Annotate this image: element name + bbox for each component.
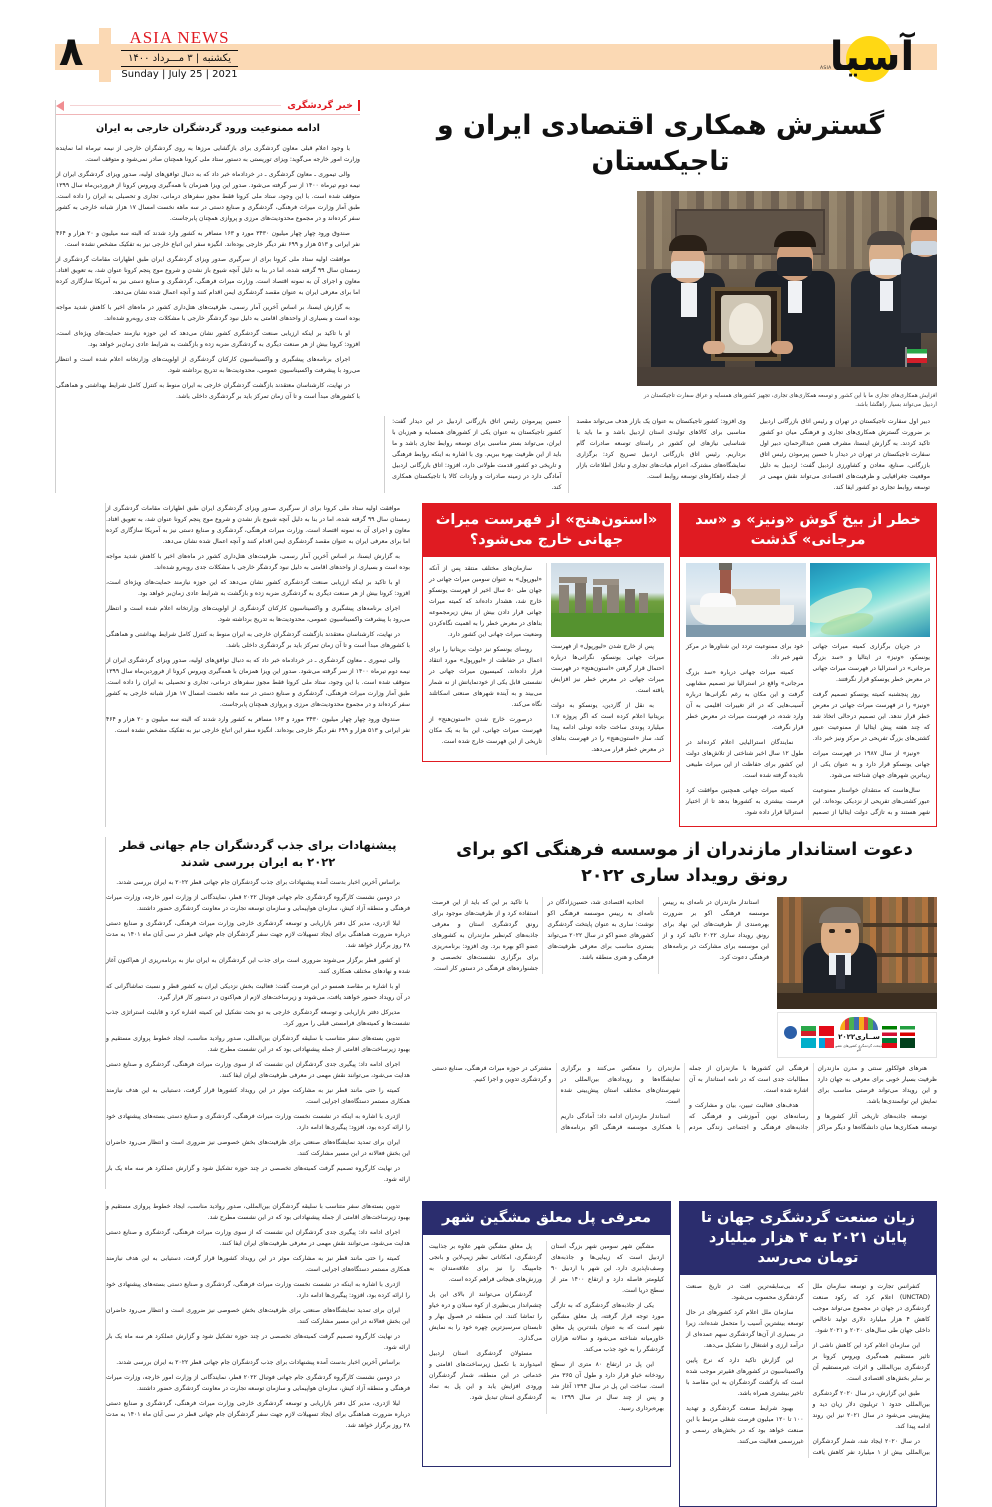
eco-sub-para-1: هنرهای فولکلور سنتی و مدرن مازندران ظرفیت بسیار خوبی برای معرفی به جهان دارد و این رویداد می‌تواند فرصتی مناسب برای نمایش این توانمندی‌ها باشد. (817, 1064, 937, 1105)
masthead-divider (99, 28, 111, 82)
eco-para-3: با تاکید بر این که باید از این فرصت استفاده کرد و از ظرفیت‌های موجود برای رونق گردشگری استان و معرفی جاذبه‌های کم‌نظیر مازندران به کشورهای عضو اکو بهره برد. وی افزود: برنامه‌ریزی برای برگزاری نشست‌های تخصصی و جشنواره‌های فرهنگی در دستور کار است. (432, 898, 539, 972)
unctad-para-3: طبق این گزارش، در سال ۲۰۲۰ گردشگری بین‌المللی حدود ۱ تریلیون دلار زیان دید و پیش‌بینی می‌شود در سال ۲۰۲۱ نیز این روند ادامه پیدا کند. (812, 1389, 931, 1430)
unctad-para-2: این سازمان اعلام کرد این کاهش ناشی از تاثیر مستقیم همه‌گیری ویروس کرونا بر گردشگری بین‌المللی و اثرات غیرمستقیم آن بر سایر بخش‌های اقتصادی است. (812, 1341, 930, 1382)
tourism-body (56, 143, 360, 402)
stonehenge-frame (422, 557, 671, 762)
unctad-para-4: در سال ۲۰۲۰ ایجاد شد، شمار گردشگران بین‌المللی بیش از ۱ میلیارد نفر کاهش یافت که بی‌سابقه‌ترین افت در تاریخ صنعت گردشگری محسوب می‌شود. (686, 1282, 930, 1456)
eco-headline: دعوت استاندار مازندران از موسسه فرهنگی اکو برای رونق رویداد ساری ۲۰۲۲ (456, 839, 913, 886)
qatar-cont-para-6: در نهایت کارگروه تصمیم گرفت کمیته‌های تخصصی در چند حوزه تشکیل شود و گزارش عملکرد هر سه ماه یک بار ارائه شود. (106, 1332, 410, 1351)
logo-text: آسیا (829, 34, 915, 80)
eco-logo-caption: ســاری۲۰۲۲ (838, 1032, 880, 1041)
tourism-cont-para-5: در نهایت، کارشناسان معتقدند بازگشت گردشگران خارجی به ایران منوط به کنترل کامل شرایط بهداشتی و هماهنگی با کشورهای مبدأ است و تا آن زمان تمرکز باید بر گردشگری داخلی باشد. (106, 630, 410, 649)
lead-column-2: وی افزود: کشور تاجیکستان به عنوان یک بازار هدف می‌تواند مقصد مناسبی برای کالاهای تولیدی استان اردبیل باشد و ما باید با شناسایی نیازهای این کشور در راستای توسعه صادرات گام برداریم. رئیس اتاق بازرگانی اردبیل تصریح کرد: برگزاری نمایشگاه‌های مشترک، اعزام هیات‌های تجاری و تبادل اطلاعات بازار از جمله راهکارهای توسعه روابط است. (576, 417, 746, 480)
qatar-cont-para-7: براساس آخرین اخبار بدست آمده پیشنهادات برای جذب گردشگران جام جهانی قطر ۲۰۲۲ به ایران بررسی شدند. (116, 1358, 400, 1366)
tourism-cont-para-7: صندوق ورود چهار چهار میلیون ۳۴۳۰ مورد و ۱۶۳ مسافر به کشور وارد شدند که البته سه میلیون و ۲۰ هزار و ۴۶۴ نفر ایرانی و ۵۱۳ هزار و ۶۹۹ نفر دیگر خارجی بوده‌اند. انگیزه سفر این اتباع خارجی نیز به تفکیک مشخص نشده است. (106, 715, 410, 734)
qatar-para-4: او کشور قطر برگزار می‌شوند ضروری است برای جذب این گردشگران به ایران نیاز به برنامه‌ریزی از هم‌اکنون آغاز شده و نهادهای مختلف همکاری کنند. (106, 956, 410, 975)
eco-body-columns (432, 897, 769, 974)
lead-column-1: دبیر اول سفارت تاجیکستان در تهران و رئیس اتاق بازرگانی اردبیل بر ضرورت گسترش همکاری‌های تجاری و فرهنگی میان دو کشور تاکید کردند. به گزارش اینستا، مشرف هسن عبدالرحمان، دبیر اول سفارت تاجیکستان در تهران در دیدار با حسین پیرموذن رئیس اتاق بازرگانی، صنایع، معادن و کشاورزی اردبیل گفت: اردبیل به دلیل موقعیت جغرافیایی و ظرفیت‌های اقتصادی می‌تواند نقش مهمی در توسعه روابط تجاری دو کشور ایفا کند. (759, 417, 930, 491)
lead-column-3: حسین پیرموذن رئیس اتاق بازرگانی اردبیل در این دیدار گفت: کشور تاجیکستان به عنوان یکی از کشورهای همسایه و هم‌زبان با ایران، می‌تواند بستر مناسبی برای توسعه روابط تجاری باشد و ما باید از این ظرفیت بهره ببریم. وی با اشاره به اینکه روابط فرهنگی و تاریخی دو کشور قدمت طولانی دارد، افزود: اتاق بازرگانی اردبیل آمادگی دارد در زمینه صادرات و واردات کالا با تاجیکستان همکاری کند. (392, 417, 562, 491)
qatar-para-3: لیلا اژدری، مدیر کل دفتر بازاریابی و توسعه گردشگری خارجی وزارت میراث فرهنگی، گردشگری و صنایع دستی درباره ضرورت هماهنگی برای ایجاد تسهیلات لازم جهت سفر گردشگران جام جهانی قطر در سی آبان ماه ۱۴۰۱ به مدت ۲۸ روز برگزار خواهد شد. (106, 919, 410, 949)
venice-para-3: «ونیز» از سال ۱۹۸۷ در فهرست میراث جهانی یونسکو قرار دارد و به عنوان یکی از زیباترین شهرهای جهان شناخته می‌شود. (812, 749, 930, 779)
tourism-cont-para-3: او با تاکید بر اینکه ارزیابی صنعت گردشگری کشور نشان می‌دهد که این حوزه نیازمند حمایت‌های ویژه‌ای است، افزود: کرونا بیش از هر صنعت دیگری به گردشگری ضربه زده و بازگشت به شرایط عادی زمان‌بر خواهد بود. (106, 578, 410, 597)
iran-tajikistan-meeting-photo (637, 191, 937, 386)
stonehenge-para-5: درصورت خارج شدن «استون‌هنج» از فهرست میراث جهانی، این بنا به یک مکان تاریخی از این فهرست خارج شده است. (429, 715, 542, 745)
tourism-para-1: با وجود اعلام قبلی معاون گردشگری برای بازگشایی مرزها به روی گردشگران خارجی از نیمه تیرماه اما نماینده وزارت امور خارجه می‌گوید: ویزای توریستی به دستور ستاد ملی کرونا همچنان صادر نمی‌شود و متوقف است. (56, 145, 360, 163)
mid-articles-row (55, 837, 937, 1189)
section-label: خبر گردشگری (287, 100, 360, 111)
venice-para-7: کمیته میراث جهانی همچنین موافقت کرد فرصت بیشتری به کشورها بدهد تا از اختیار استرالیا قرار داده شود. (686, 786, 804, 816)
tourism-headline: ادامه ممنوعیت ورود گردشگران خارجی به ایران (96, 123, 320, 134)
qatar-para-10: اژدری با اشاره به اینکه در نشست نخست وزارت میراث فرهنگی، گردشگری و صنایع دستی بسته‌های پیشنهادی خود را ارائه کرده بود، افزود: پیگیری‌ها ادامه دارد. (106, 1112, 410, 1131)
tourism-cont-para-4: اجرای برنامه‌های پیشگیری و واکسیناسیون کارکنان گردشگری از اولویت‌های وزارتخانه اعلام شده است و انتظار می‌رود با پیشرفت واکسیناسیون عمومی، محدودیت‌ها به تدریج برداشته شود. (106, 604, 410, 623)
tourism-para-8: در نهایت، کارشناسان معتقدند بازگشت گردشگران خارجی به ایران منوط به کنترل کامل شرایط بهداشتی و هماهنگی با کشورهای مبدأ است و تا آن زمان تمرکز باید بر گردشگری داخلی باشد. (56, 382, 360, 400)
lead-story (372, 100, 937, 493)
tourism-section-header (56, 100, 360, 115)
qatar-body (106, 877, 410, 1185)
qatar-continued-column (105, 1201, 422, 1507)
tourism-cont-para-6: والی تیموری ـ معاون گردشگری ـ در خردادماه خبر داد که به دنبال توافق‌های اولیه، صدور ویزای گردشگری ایران از نیمه دوم تیرماه ۱۴۰۰ از سر گرفته می‌شود. صدور این ویزا همزمان با همه‌گیری ویروس کرونا از فروردین‌ماه سال ۱۳۹۹ متوقف شده است. با این وجود، ستاد ملی کرونا فقط مجوز سفرهای درمانی، تجاری و تحصیلی به ایران را داده است. طبق آمار وزارت میراث فرهنگی، گردشگری و صنایع دستی در سه ماهه نخست امسال ۱۷ هزار شبانه خارجی به کشور سفر کرده‌اند و در مجموع محدودیت‌های مرزی و پروازی همچنان پابرجاست. (106, 656, 411, 708)
qatar-para-6: مدیرکل دفتر بازاریابی و توسعه گردشگری خارجی به دو بحث نشکیل این کمیته اشاره کرد و قابلیت استراتژی جذب نشست‌ها و کمیته‌های فرامستی قبلی را مرور کرد. (106, 1008, 410, 1027)
article-bridge (422, 1201, 671, 1507)
tourism-cont-para-2: به گزارش ایسنا، بر اساس آخرین آمار رسمی، ظرفیت‌های هتل‌داری کشور در ماه‌های اخیر با کاهش شدید مواجه بوده است و بسیاری از واحدهای اقامتی به دلیل نبود گردشگر خارجی با مشکلات جدی روبه‌رو شده‌اند. (106, 552, 410, 571)
lead-body-columns (384, 416, 937, 493)
unctad-para-6: این گزارش تاکید دارد که نرخ پایین واکسیناسیون در کشورهای فقیرتر موجب شده است که بازگشت گردشگران به این مقاصد با تاخیر بیشتری همراه باشد. (686, 1356, 804, 1397)
bridge-frame (422, 1235, 671, 1467)
article-unctad (679, 1201, 937, 1507)
qatar-cont-para-9: لیلا اژدری، مدیر کل دفتر بازاریابی و توسعه گردشگری خارجی وزارت میراث فرهنگی، گردشگری و صنایع دستی درباره ضرورت هماهنگی برای ایجاد تسهیلات لازم جهت سفر گردشگران جام جهانی قطر در سی آبان ماه ۱۴۰۱ به مدت ۲۸ روز برگزار خواهد شد. (106, 1399, 410, 1429)
article-stonehenge (422, 503, 671, 827)
qatar-para-5: او با اشاره بر مقاصد همسو در این فرصت گفت: فعالیت بخش نزدیکی ایران به کشور قطر و نسبت تماشاگرانی که در آن رویداد حضور خواهند یافت، می‌شوند و زیرساخت‌های لازم از هم‌اکنون در دستور کار قرار گیرد. (106, 982, 410, 1001)
lead-headline: گسترش همکاری اقتصادی ایران و تاجیکستان (436, 110, 885, 178)
qatar-cont-para-2: اجرای ادامه داد: پیگیری جدی گردشگران این نشست که از سوی وزارت میراث فرهنگی، گردشگری و صنایع دستی هدایت می‌شود، می‌توانند نقش مهمی در معرفی ظرفیت‌های ایران ایفا کنند. (106, 1228, 410, 1247)
top-row (55, 100, 937, 493)
masthead (0, 0, 992, 100)
brand-name-en: ASIA NEWS (129, 28, 230, 47)
bridge-para-3: این پل در ارتفاع ۸۰ متری از سطح رودخانه خیاو قرار دارد و طول آن ۳۶۵ متر است. ساخت این پل در سال ۱۳۹۴ آغاز شد و پس از چند سال در سال ۱۳۹۹ به بهره‌برداری رسید. (551, 1360, 664, 1412)
bridge-para-2: یکی از جاذبه‌های گردشگری که به تازگی مورد توجه قرار گرفته، پل معلق مشگین شهر است که به عنوان بلندترین پل معلق خاورمیانه شناخته می‌شود و سالانه هزاران گردشگر را به خود جذب می‌کند. (551, 1301, 664, 1353)
eco-sub-para-3: هدف‌های فعالیت تبیین، بیان و مشارکت و رسانه‌های نوین آموزشی و فرهنگی که جاذبه‌های فرهنگی و اجتماعی زندگی مردم مازندران را منعکس می‌کنند و برگزاری نمایشگاه‌ها و رویدادهای بین‌المللی در شهرستان‌های مختلف استان پیش‌بینی شده است. (560, 1064, 809, 1131)
venice-para-5: کمیته میراث جهانی درباره «سد بزرگ مرجانی» واقع در استرالیا نیز تصمیم مشابهی گرفت و این مکان به رغم نگرانی‌ها درباره آسیب‌هایی که در اثر تغییرات اقلیمی به آن وارد شده، در فهرست میراث در معرض خطر قرار نگرفت. (686, 668, 804, 731)
mazandaran-governor-photo (777, 897, 937, 1009)
qatar-cont-para-5: ایران برای تمدید نمایشگاه‌های صنعتی برای ظرفیت‌های بخش خصوصی نیز ضروری است و انتظار می‌رود حاضران این بخش فعالانه در این مسیر مشارکت کنند. (106, 1306, 410, 1325)
eco-sub-para-2: توسعه جاذبه‌های تاریخی آثار کشورها و توسعه همکاری‌ها میان دانشگاه‌ها و دیگر مراکز فرهنگی این کشورها با مازندران از جمله مطالبات جدی است که در نامه استاندار به آن اشاره شده است. (689, 1064, 937, 1131)
tourism-continued-column (105, 503, 422, 827)
qatar-cont-para-1: تدوین بسته‌های سفر متناسب با سلیقه گردشگران بین‌المللی، صدور روادید مناسب، ایجاد خطوط پروازی مستقیم و بهبود زیرساخت‌های اقامتی از جمله پیشنهاداتی بود که در این نشست مطرح شد. (106, 1202, 410, 1221)
qatar-para-11: ایران برای تمدید نمایشگاه‌های صنعتی برای ظرفیت‌های بخش خصوصی نیز ضروری است و انتظار می‌رود حاضران این بخش فعالانه در این مسیر مشارکت کنند. (106, 1138, 410, 1157)
newspaper-logo (812, 28, 932, 90)
qatar-para-2: در دومین نشست کارگروه گردشگری جام جهانی فوتبال ۲۰۲۲ قطر، نمایندگانی از وزارت امور خارجه، وزارت میراث فرهنگی و منطقه آزاد کیش، سازمان هواپیمایی و سازمان توسعه تجارت در معاونت گردشگری حضور داشتند. (106, 893, 410, 912)
tourism-para-7: اجرای برنامه‌های پیشگیری و واکسیناسیون کارکنان گردشگری از اولویت‌های وزارتخانه اعلام شده است و انتظار می‌رود با پیشرفت واکسیناسیون عمومی، محدودیت‌ها به تدریج برداشته شود. (56, 356, 360, 374)
tourism-para-3: صندوق ورود چهار چهار میلیون ۳۴۳۰ مورد و ۱۶۳ مسافر به کشور وارد شدند که البته سه میلیون و ۲۰ هزار و ۴۶۴ نفر ایرانی و ۵۱۳ هزار و ۶۹۹ نفر دیگر خارجی بوده‌اند. انگیزه سفر این اتباع خارجی نیز به تفکیک مشخص نشده است. (56, 230, 360, 248)
unctad-para-1: کنفرانس تجارت و توسعه سازمان ملل (UNCTAD) اعلام کرد که رکود صنعت گردشگری در جهان در مجموع می‌تواند موجب کاهش ۴ هزار میلیارد دلاری تولید ناخالص داخلی جهان طی سال‌های ۲۰۲۰ و ۲۰۲۱ شود. (812, 1282, 930, 1334)
bridge-para-6: مسئولان گردشگری استان اردبیل امیدوارند با تکمیل زیرساخت‌های اقامتی و خدماتی در این منطقه، شمار گردشگران ورودی افزایش یابد و این پل به نماد گردشگری استان تبدیل شود. (429, 1349, 542, 1401)
page-number: ۸ (59, 29, 84, 75)
eco-logo-subcaption: پایتخت گردشگری کشورهای عضو اکو (835, 1043, 883, 1052)
bridge-headline: معرفی پل معلق مشگین شهر (422, 1201, 671, 1235)
bridge-para-4: پل معلق مشگین شهر علاوه بر جذابیت گردشگری، امکاناتی نظیر زیپ‌لاین و بانجی جامپینگ را نیز برای علاقه‌مندان به ورزش‌های هیجانی فراهم کرده است. (429, 1242, 542, 1283)
eco-sari-2022-logo (777, 1012, 937, 1058)
bridge-body (429, 1241, 664, 1414)
qatar-para-9: کمیته را حتی مانند قطر نیز به مشارکت موثر در این رویداد کشورها قرار گرفت، دستیابی به این هدف نیازمند همکاری مستمر دستگاه‌های اجرایی است. (106, 1086, 410, 1105)
unctad-para-5: سازمان ملل اعلام کرد کشورهای در حال توسعه بیشترین آسیب را متحمل شده‌اند، زیرا در بسیاری از آن‌ها گردشگری سهم عمده‌ای از درآمد ارزی و اشتغال را تشکیل می‌دهد. (686, 1308, 804, 1349)
venice-para-1: در جریان برگزاری کمیته میراث جهانی یونسکو، «ونیز» در ایتالیا و «سد بزرگ مرجانی» در استرالیا در فهرست میراث جهانی در معرض خطر یونسکو قرار نگرفتند. (812, 642, 930, 683)
eco-sub-columns (432, 1063, 937, 1133)
date-persian: یکشنبه | ۳ مـــرداد ۱۴۰۰ (121, 50, 237, 67)
eco-sub-para-4: استاندار مازندران ادامه داد: آمادگی داریم با همکاری موسسه فرهنگی اکو برنامه‌های مشترکی در حوزه میراث فرهنگی، صنایع دستی و گردشگری تدوین و اجرا کنیم. (432, 1064, 680, 1131)
venice-cruise-ship-photo (686, 563, 806, 637)
section-rule (70, 105, 281, 106)
tourism-para-5: به گزارش ایسنا، بر اساس آخرین آمار رسمی، ظرفیت‌های هتل‌داری کشور در ماه‌های اخیر با کاهش شدید مواجه بوده است و بسیاری از واحدهای اقامتی به دلیل نبود گردشگر خارجی با مشکلات جدی روبه‌رو شده‌اند. (56, 304, 360, 322)
unctad-frame (679, 1275, 937, 1507)
page-content (0, 100, 992, 1507)
stonehenge-para-2: به نقل از گاردین، یونسکو به دولت بریتانیا اعلام کرده است که اگر پروژه ۱.۷ میلیارد پوندی ساخت جاده تونلی ادامه پیدا کند، ساز «استون‌هنج» را در فهرست بناهای در معرض خطر قرار می‌دهد. (551, 701, 664, 753)
venice-frame (679, 557, 937, 827)
logo-subtext: ASIA (820, 66, 832, 71)
qatar-cont-para-3: کمیته را حتی مانند قطر نیز به مشارکت موثر در این رویداد کشورها قرار گرفت، دستیابی به این هدف نیازمند همکاری مستمر دستگاه‌های اجرایی است. (106, 1254, 410, 1273)
bridge-para-5: گردشگران می‌توانند از بالای این پل چشم‌انداز بی‌نظیری از کوه سبلان و دره خیاو را تماشا کنند. این منطقه در فصول بهار و تابستان سرسبزترین چهره خود را به نمایش می‌گذارد. (429, 1290, 542, 1342)
stonehenge-body (429, 563, 664, 755)
unctad-para-7: بهبود شرایط صنعت گردشگری و تهدید ۱۰۰ تا ۱۲۰ میلیون فرصت شغلی مرتبط با این صنعت خواهد بود که در بخش‌های رسمی و غیررسمی فعالیت می‌کنند. (686, 1404, 804, 1445)
venice-para-4: سال‌هاست که منتقدان خواستار ممنوعیت عبور کشتی‌های تفریحی از نزدیکی بوده‌اند. این شهر هستند و به تازگی دولت ایتالیا از تصمیم خود برای ممنوعیت تردد این شناورها در مرکز شهر خبر داد. (686, 642, 930, 816)
tourism-news-column (55, 100, 372, 493)
qatar-cont-para-8: در دومین نشست کارگروه گردشگری جام جهانی فوتبال ۲۰۲۲ قطر، نمایندگانی از وزارت امور خارجه، وزارت میراث فرهنگی و منطقه آزاد کیش، سازمان هواپیمایی و سازمان توسعه تجارت در معاونت گردشگری حضور داشتند. (106, 1373, 410, 1392)
unctad-body (686, 1281, 930, 1458)
article-venice (679, 503, 937, 827)
qatar-para-12: در نهایت کارگروه تصمیم گرفت کمیته‌های تخصصی در چند حوزه تشکیل شود و گزارش عملکرد هر سه ماه یک بار ارائه شود. (106, 1164, 410, 1183)
bottom-articles-row (55, 1201, 937, 1507)
lead-photo-caption-left: افزایش همکاری‌های تجاری ما با این کشور و توسعه همکاری‌های تجاری، تجهیز کشورهای همسایه و عراق سفارت تاجیکستان در اردبیل می‌تواند بسیار راهگشا باشد. (643, 392, 937, 408)
qatar-cont-para-4: اژدری با اشاره به اینکه در نشست نخست وزارت میراث فرهنگی، گردشگری و صنایع دستی بسته‌های پیشنهادی خود را ارائه کرده بود، افزود: پیگیری‌ها ادامه دارد. (106, 1280, 410, 1299)
tourism-cont-para-1: موافقت اولیه ستاد ملی کرونا برای از سرگیری صدور ویزای گردشگری ایران طبق اظهارات مقامات گردشگری از زمستان سال ۹۹ گرفته شده، اما در بنا به دلیل آنچه شیوع باز نشدن و شروع موج پنجم کرونا عنوان شد، به تعویق افتاد. معاون و اجرای آن به نمونه اقتصاد است. وزارت میراث فرهنگی، گردشگری و صنایع دستی نیز به آمریکا سازگاری کرده اما برای معرفی ایران به عنوان مقصد گردشگری ایمن اقدام کنند و آنچه اعمال شده نشان می‌دهد. (106, 504, 410, 545)
red-articles-row (55, 503, 937, 827)
tourism-para-2: والی تیموری ـ معاون گردشگری ـ در خردادماه خبر داد که به دنبال توافق‌های اولیه، صدور ویزای گردشگری ایران از نیمه دوم تیرماه ۱۴۰۰ از سر گرفته می‌شود. صدور این ویزا همزمان با همه‌گیری ویروس کرونا از فروردین‌ماه سال ۱۳۹۹ متوقف شده است. با این وجود، ستاد ملی کرونا فقط مجوز سفرهای درمانی، تجاری و تحصیلی به ایران را داده است. طبق آمار وزارت میراث فرهنگی، گردشگری و صنایع دستی در سه ماهه نخست امسال ۱۷ هزار شبانه خارجی به کشور سفر کرده‌اند و در مجموع محدودیت‌های مرزی و پروازی همچنان پابرجاست. (56, 171, 361, 222)
date-english: Sunday | July 25 | 2021 (121, 69, 238, 80)
stonehenge-headline: «استون‌هنج» از فهرست میراث جهانی خارج می‌شود؟ (422, 503, 671, 557)
tourism-para-4: موافقت اولیه ستاد ملی کرونا برای از سرگیری صدور ویزای گردشگری ایران طبق اظهارات مقامات گردشگری از زمستان سال ۹۹ گرفته شده، اما در بنا به دلیل آنچه شیوع باز نشدن و شروع موج پنجم کرونا عنوان شد، به تعویق افتاد. معاون و اجرای آن به نمونه اقتصاد است. وزارت میراث فرهنگی، گردشگری و صنایع دستی نیز به آمریکا سازگاری کرده اما برای معرفی ایران به عنوان مقصد گردشگری ایمن اقدام کنند و آنچه اعمال شده نشان می‌دهد. (56, 256, 360, 296)
qatar-para-8: اجرای ادامه داد: پیگیری جدی گردشگران این نشست که از سوی وزارت میراث فرهنگی، گردشگری و صنایع دستی هدایت می‌شود، می‌توانند نقش مهمی در معرفی ظرفیت‌های ایران ایفا کنند. (106, 1060, 410, 1079)
venice-para-2: روز پنجشنبه کمیته یونسکو تصمیم گرفت «ونیز» را در فهرست میراث جهانی در معرض خطر قرار ندهد. این تصمیم درحالی اتخاذ شد که چند هفته پیش ایتالیا از ممنوعیت عبور کشتی‌های بزرگ تفریحی در مرکز ونیز خبر داد. (812, 690, 930, 742)
stonehenge-para-4: روسای یونسکو نیز دولت بریتانیا را برای اعمال در حفاظت از «لیورپول» مورد انتقاد قرار داده‌اند، کمیسیون میراث جهانی در نشستی قابل یکی از خودنمایانش از نه شمار می‌بیند و به آینده شهرهای صنعتی اسکاتلند نگاه می‌کند. (429, 645, 542, 708)
eco-para-2: اتحادیه اقتصادی شد، حسین‌زادگان در نامه‌ای به رییس موسسه فرهنگی اکو نوشت: ساری به عنوان پایتخت گردشگری کشورهای عضو اکو در سال ۲۰۲۲ می‌تواند بستری مناسب برای معرفی ظرفیت‌های فرهنگی و هنری منطقه باشد. (547, 898, 654, 961)
article-qatar (105, 837, 422, 1189)
qatar-continued-body (106, 1201, 410, 1431)
masthead-dateline (121, 24, 237, 80)
venice-para-6: نمایندگان استرالیایی اعلام کرده‌اند در طول ۱۲ سال اخیر شناختی از تلاش‌های دولت این کشور برای حفاظت از این میراث طبیعی نادیده گرفته شده است. (686, 738, 804, 779)
qatar-headline: پیشنهادات برای جذب گردشگران جام جهانی قطر ۲۰۲۲ به ایران بررسی شدند (119, 837, 397, 869)
qatar-para-7: تدوین بسته‌های سفر متناسب با سلیقه گردشگران بین‌المللی، صدور روادید مناسب، ایجاد خطوط پروازی مستقیم و بهبود زیرساخت‌های اقامتی از جمله پیشنهاداتی بود که در این نشست مطرح شد. (106, 1034, 410, 1053)
masthead-info-block (55, 24, 238, 82)
stonehenge-para-1: پس از خارج شدن «لیورپول» از فهرست میراث جهانی یونسکو، نگرانی‌ها درباره احتمال قرار گرفتن «استون‌هنج» در فهرست میراث جهانی در معرض خطر نیز افزایش یافته است. (551, 642, 664, 694)
stonehenge-para-3: سازمان‌های مختلف منتقد پس از آنکه «لیورپول» به عنوان سومین میراث جهانی در جهان طی ۵۰ سال اخیر از فهرست یونسکو خارج شد، هشدار داده‌اند که کمیته میراث جهانی قرار دادن بیش از بیش زیرمجموعه بناهای در معرض خطر را به اهمیت نگاه‌کردن وضعیت میراث جهانی این کشور دارد. (429, 564, 542, 638)
tourism-continued-body (106, 503, 410, 736)
article-eco (422, 837, 937, 1189)
eco-para-1: استاندار مازندران در نامه‌ای به رییس موسسه فرهنگی اکو بر ضرورت بهره‌مندی از ظرفیت‌های این نهاد برای رونق رویداد ساری ۲۰۲۲ تاکید کرد و از این موسسه برای مشارکت در برنامه‌های فرهنگی دعوت کرد. (662, 898, 769, 961)
bridge-para-1: مشگین شهر سومین شهر بزرگ استان اردبیل است که زیبایی‌ها و جاذبه‌های وصف‌ناپذیری دارد. این شهر با اردبیل ۹۰ کیلومتر فاصله دارد و ارتفاع ۱۴۰۰ متر از سطح دریا است. (551, 1242, 664, 1294)
unctad-headline: زیان صنعت گردشگری جهان تا پایان ۲۰۲۱ به ۴ هزار میلیارد تومان می‌رسد (679, 1201, 937, 1275)
tourism-para-6: او با تاکید بر اینکه ارزیابی صنعت گردشگری کشور نشان می‌دهد که این حوزه نیازمند حمایت‌های ویژه‌ای است، افزود: کرونا بیش از هر صنعت دیگری به گردشگری ضربه زده و بازگشت به شرایط عادی زمان‌بر خواهد بود. (56, 330, 360, 348)
stonehenge-photo (551, 563, 664, 637)
play-arrow-icon (56, 101, 64, 111)
venice-headline: خطر از بیخ گوش «ونیز» و «سد مرجانی» گذشت (679, 503, 937, 557)
great-barrier-reef-photo (810, 563, 930, 637)
qatar-para-1: براساس آخرین اخبار بدست آمده پیشنهادات برای جذب گردشگران جام جهانی قطر ۲۰۲۲ به ایران بررسی شدند. (116, 878, 400, 886)
venice-body (686, 641, 930, 820)
